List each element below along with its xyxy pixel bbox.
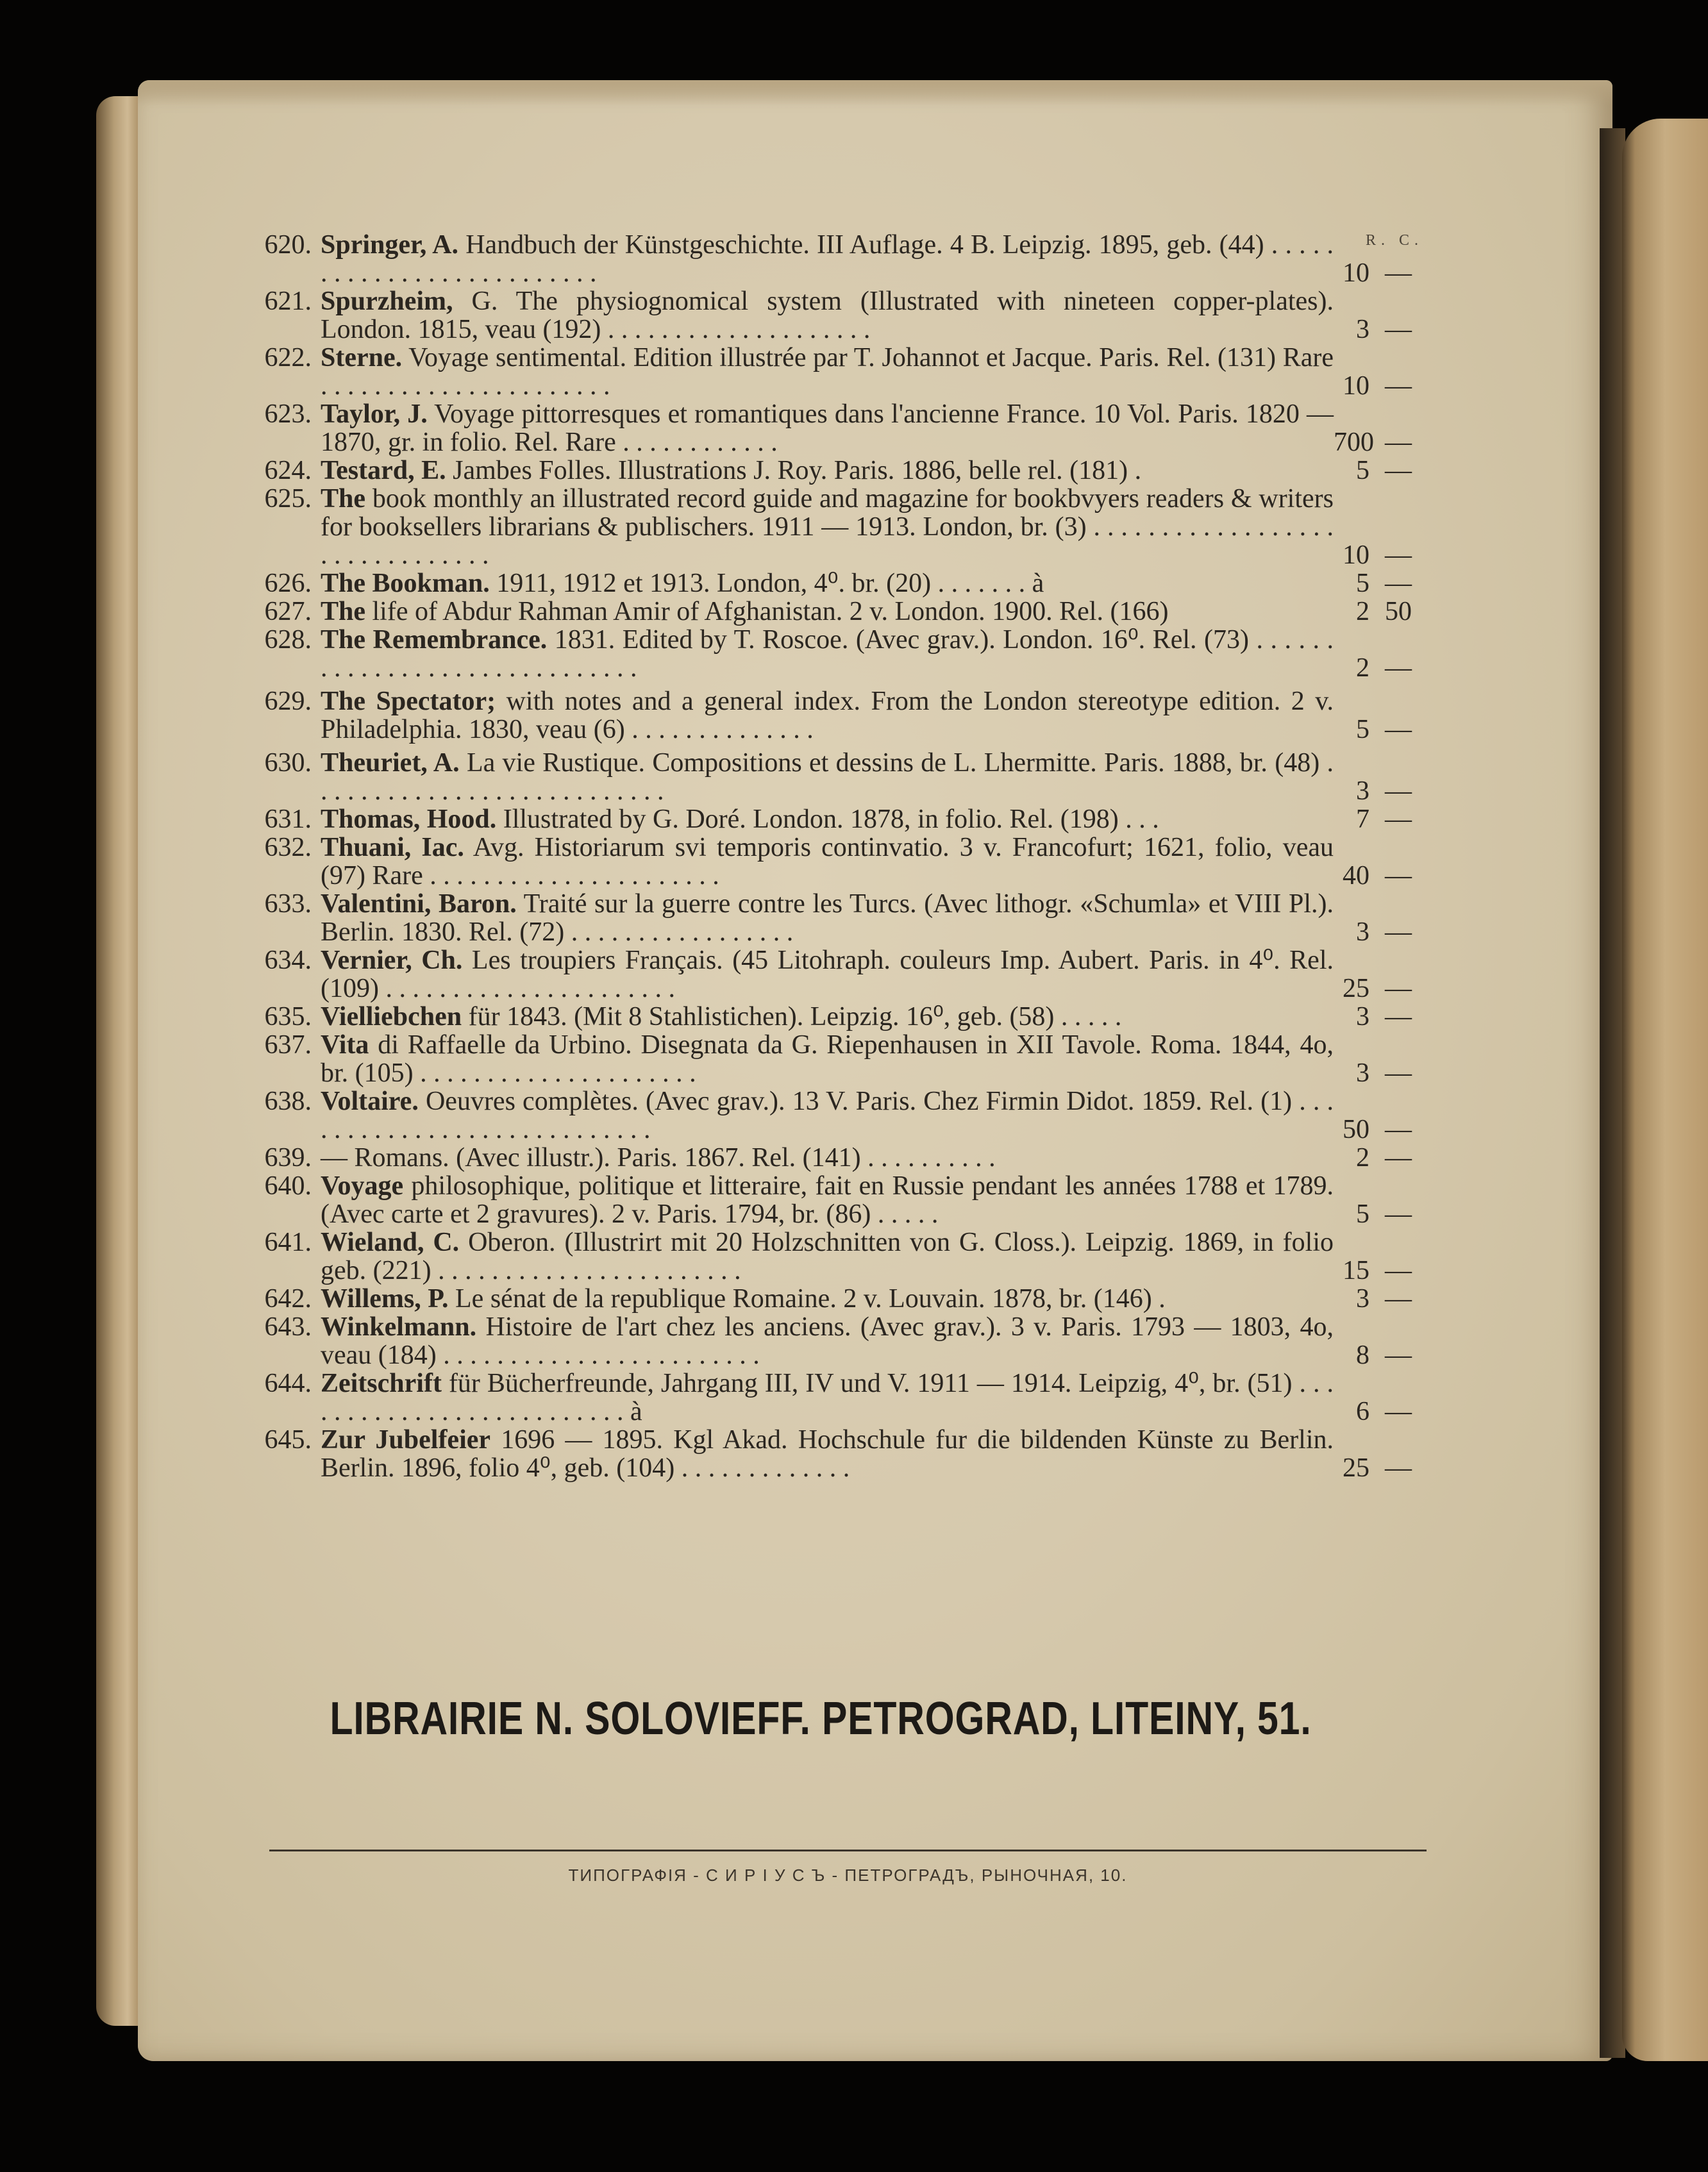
price-kopecks: — xyxy=(1385,1002,1412,1032)
entry-text: G. The physiognomical system (Illustrated with nineteen copper-plates). London. 1815, veau (192) . . . . . . . . . . . . . . . . . . . . xyxy=(321,287,1334,344)
price-rubles: 3 xyxy=(1356,315,1369,344)
price-rubles: 15 xyxy=(1343,1256,1369,1285)
entry-number: 624. xyxy=(264,456,312,485)
entry-number: 630. xyxy=(264,748,312,778)
entry-number: 631. xyxy=(264,805,312,834)
price-kopecks: — xyxy=(1385,1256,1412,1285)
entry-description xyxy=(321,400,1334,456)
book-spine-gap xyxy=(1600,128,1625,2058)
price-kopecks: — xyxy=(1385,1284,1412,1314)
entry-text: 1696 — 1895. Kgl Akad. Hochschule fur die bildenden Künste zu Berlin. Berlin. 1896, folio 4⁰, geb. (104) . . . . . . . . . . . . . xyxy=(321,1425,1334,1483)
catalog-entry xyxy=(256,569,1430,597)
entry-author: Spurzheim, xyxy=(321,287,453,316)
entry-author: Springer, A. xyxy=(321,230,459,260)
entry-description xyxy=(321,890,1334,946)
entry-author: Zeitschrift xyxy=(321,1369,442,1398)
price-kopecks: 50 xyxy=(1385,597,1412,626)
price-kopecks: — xyxy=(1385,653,1412,683)
catalog-entry xyxy=(256,1003,1430,1031)
catalog-entry xyxy=(256,1369,1430,1426)
entry-description xyxy=(321,687,1334,744)
price-rubles: 25 xyxy=(1343,1453,1369,1483)
entry-number: 642. xyxy=(264,1284,312,1314)
page-top-shadow xyxy=(138,80,1612,106)
entry-text: Avg. Historiarum svi temporis continvatio. 3 v. Francofurt; 1621, folio, veau (97) Rare . . . . . . . . . . . . . . . . . . . . . . xyxy=(321,833,1334,890)
entry-text: Oeuvres complètes. (Avec grav.). 13 V. Paris. Chez Firmin Didot. 1859. Rel. (1) . . . . . . . . . . . . . . . . . . . . . . . . . . . . xyxy=(321,1087,1334,1144)
entry-text: book monthly an illustrated record guide and magazine for bookbvyers readers & writers for booksellers librarians & publischers. 1911 — 1913. London, br. (3) . . . . . . . . . . . . . . . . . . . . . . . . . . . . . . . xyxy=(321,484,1334,570)
price-kopecks: — xyxy=(1385,917,1412,947)
entry-author: The Remembrance. xyxy=(321,625,548,655)
price-kopecks: — xyxy=(1385,569,1412,598)
entry-number: 633. xyxy=(264,889,312,919)
entry-number: 632. xyxy=(264,833,312,862)
entry-number: 644. xyxy=(264,1369,312,1398)
entry-number: 628. xyxy=(264,625,312,655)
entry-text: Histoire de l'art chez les anciens. (Avec grav.). 3 v. Paris. 1793 — 1803, 4o, veau (184) . . . . . . . . . . . . . . . . . . . . . . . . xyxy=(321,1312,1334,1370)
entry-text: Handbuch der Künstgeschichte. III Auflage. 4 B. Leipzig. 1895, geb. (44) . . . . . . . . . . . . . . . . . . . . . . . . . . xyxy=(321,230,1334,288)
price-kopecks: — xyxy=(1385,1143,1412,1173)
price-kopecks: — xyxy=(1385,1058,1412,1088)
printer-line: ТИПОГРАФІЯ - С И Р І У С Ъ - ПЕТРОГРАДЪ, РЫНОЧНАЯ, 10. xyxy=(568,1866,1128,1885)
facing-page-edge xyxy=(1622,119,1708,2061)
entry-text: Le sénat de la republique Romaine. 2 v. Louvain. 1878, br. (146) . xyxy=(448,1284,1166,1314)
entry-description xyxy=(321,569,1334,597)
entry-author: Valentini, Baron. xyxy=(321,889,517,919)
catalog-entry xyxy=(256,1228,1430,1285)
entry-author: The xyxy=(321,484,366,514)
catalog-entry xyxy=(256,456,1430,485)
entry-description xyxy=(321,287,1334,344)
entry-author: Vita xyxy=(321,1030,369,1060)
price-kopecks: — xyxy=(1385,1397,1412,1426)
entry-number: 640. xyxy=(264,1171,312,1201)
price-kopecks: — xyxy=(1385,1115,1412,1144)
price-column-header: R. C. xyxy=(1366,232,1424,249)
catalog-entry xyxy=(256,1087,1430,1144)
entry-number: 639. xyxy=(264,1143,312,1173)
entry-description xyxy=(321,626,1334,682)
price-kopecks: — xyxy=(1385,1199,1412,1229)
entry-author: Testard, E. xyxy=(321,456,446,485)
entry-number: 634. xyxy=(264,946,312,975)
catalog-entry xyxy=(256,597,1430,626)
entry-text: Traité sur la guerre contre les Turcs. (Avec lithogr. «Schumla» et VIII Pl.). Berlin. 1830. Rel. (72) . . . . . . . . . . . . . . . . . xyxy=(321,889,1334,947)
entry-description xyxy=(321,597,1334,626)
price-kopecks: — xyxy=(1385,974,1412,1003)
catalog-entry xyxy=(256,231,1430,287)
entry-number: 645. xyxy=(264,1425,312,1455)
entry-author: Sterne. xyxy=(321,343,403,372)
entry-description xyxy=(321,805,1334,833)
entry-author: The Spectator; xyxy=(321,687,496,716)
entry-number: 638. xyxy=(264,1087,312,1116)
catalog-entry xyxy=(256,400,1430,456)
entry-author: Vernier, Ch. xyxy=(321,946,463,975)
catalog-entry xyxy=(256,1144,1430,1172)
price-rubles: 2 xyxy=(1356,1143,1369,1173)
entry-text: di Raffaelle da Urbino. Disegnata da G. Riepenhausen in XII Tavole. Roma. 1844, 4o, br. (105) . . . . . . . . . . . . . . . . . . . . . xyxy=(321,1030,1334,1088)
entry-number: 620. xyxy=(264,230,312,260)
price-kopecks: — xyxy=(1385,805,1412,834)
price-rubles: 10 xyxy=(1343,540,1369,570)
entry-description xyxy=(321,1172,1334,1228)
entry-author: Willems, P. xyxy=(321,1284,449,1314)
entry-author: Taylor, J. xyxy=(321,399,428,429)
entry-description xyxy=(321,1087,1334,1144)
entry-text: — Romans. (Avec illustr.). Paris. 1867. Rel. (141) . . . . . . . . . . xyxy=(321,1143,996,1173)
entry-description xyxy=(321,1228,1334,1285)
entry-description xyxy=(321,946,1334,1003)
price-rubles: 2 xyxy=(1356,653,1369,683)
entry-author: Vielliebchen xyxy=(321,1002,462,1032)
price-rubles: 10 xyxy=(1343,258,1369,288)
entry-number: 643. xyxy=(264,1312,312,1342)
price-rubles: 700 xyxy=(1334,428,1374,457)
catalog-entry xyxy=(256,485,1430,569)
entry-author: Thuani, Iac. xyxy=(321,833,464,862)
price-rubles: 5 xyxy=(1356,1199,1369,1229)
entry-description xyxy=(321,1031,1334,1087)
price-rubles: 3 xyxy=(1356,917,1369,947)
entry-text: La vie Rustique. Compositions et dessins de L. Lhermitte. Paris. 1888, br. (48) . . . . . . . . . . . . . . . . . . . . . . . . . . . xyxy=(321,748,1334,806)
entry-text: für Bücherfreunde, Jahrgang III, IV und V. 1911 — 1914. Leipzig, 4⁰, br. (51) . . . . . . . . . . . . . . . . . . . . . . . . . . à xyxy=(321,1369,1334,1426)
price-kopecks: — xyxy=(1385,715,1412,744)
entry-number: 641. xyxy=(264,1228,312,1257)
footer-rule xyxy=(269,1850,1427,1851)
entry-description xyxy=(321,485,1334,569)
entry-author: Winkelmann. xyxy=(321,1312,477,1342)
price-rubles: 3 xyxy=(1356,1058,1369,1088)
catalog-entry xyxy=(256,344,1430,400)
book-page-stack xyxy=(96,96,141,2026)
entry-text: für 1843. (Mit 8 Stahlistichen). Leipzig. 16⁰, geb. (58) . . . . . xyxy=(462,1002,1122,1032)
price-kopecks: — xyxy=(1385,776,1412,806)
entry-text: philosophique, politique et litteraire, fait en Russie pendant les années 1788 et 1789. (Avec carte et 2 gravures). 2 v. Paris. 1794, br. (86) . . . . . xyxy=(321,1171,1334,1229)
price-rubles: 2 xyxy=(1356,597,1369,626)
price-kopecks: — xyxy=(1385,861,1412,890)
entry-number: 635. xyxy=(264,1002,312,1032)
catalog-entry xyxy=(256,287,1430,344)
catalog-entry xyxy=(256,749,1430,805)
price-kopecks: — xyxy=(1385,456,1412,485)
entry-description xyxy=(321,456,1334,485)
entry-number: 621. xyxy=(264,287,312,316)
price-kopecks: — xyxy=(1385,371,1412,401)
entry-text: with notes and a general index. From the London stereotype edition. 2 v. Philadelphia. 1830, veau (6) . . . . . . . . . . . . . . xyxy=(321,687,1334,744)
entry-text: Voyage sentimental. Edition illustrée par T. Johannot et Jacque. Paris. Rel. (131) Rare . . . . . . . . . . . . . . . . . . . . . . xyxy=(321,343,1334,401)
entry-text: 1911, 1912 et 1913. London, 4⁰. br. (20) . . . . . . . à xyxy=(489,569,1044,598)
entry-description xyxy=(321,1369,1334,1426)
entry-description xyxy=(321,1003,1334,1031)
price-rubles: 7 xyxy=(1356,805,1369,834)
entry-text: 1831. Edited by T. Roscoe. (Avec grav.). London. 16⁰. Rel. (73) . . . . . . . . . . . . . . . . . . . . . . . . . . . . . . xyxy=(321,625,1334,683)
entry-description xyxy=(321,1285,1334,1313)
price-rubles: 40 xyxy=(1343,861,1369,890)
entry-author: Zur Jubelfeier xyxy=(321,1425,491,1455)
price-rubles: 10 xyxy=(1343,371,1369,401)
entry-author: Voyage xyxy=(321,1171,404,1201)
price-kopecks: — xyxy=(1385,1341,1412,1370)
entry-description xyxy=(321,1313,1334,1369)
price-rubles: 6 xyxy=(1356,1397,1369,1426)
price-kopecks: — xyxy=(1385,258,1412,288)
price-kopecks: — xyxy=(1385,540,1412,570)
price-kopecks: — xyxy=(1385,428,1412,457)
catalog-entry xyxy=(256,1285,1430,1313)
entry-author: Voltaire. xyxy=(321,1087,419,1116)
entry-description xyxy=(321,833,1334,890)
price-rubles: 5 xyxy=(1356,456,1369,485)
entry-author: The Bookman. xyxy=(321,569,490,598)
entry-author: Theuriet, A. xyxy=(321,748,460,778)
entry-description xyxy=(321,344,1334,400)
entry-author: Thomas, Hood. xyxy=(321,805,497,834)
entry-text: life of Abdur Rahman Amir of Afghanistan. 2 v. London. 1900. Rel. (166) xyxy=(365,597,1169,626)
catalog-entry xyxy=(256,1313,1430,1369)
entry-description xyxy=(321,1426,1334,1482)
entry-description xyxy=(321,1144,1334,1172)
price-rubles: 8 xyxy=(1356,1341,1369,1370)
catalog-entries xyxy=(256,231,1430,1482)
entry-description xyxy=(321,231,1334,287)
entry-number: 625. xyxy=(264,484,312,514)
catalog-entry xyxy=(256,1031,1430,1087)
catalog-entry xyxy=(256,1426,1430,1482)
entry-number: 626. xyxy=(264,569,312,598)
catalog-entry xyxy=(256,805,1430,833)
price-rubles: 25 xyxy=(1343,974,1369,1003)
price-rubles: 50 xyxy=(1343,1115,1369,1144)
entry-text: Les troupiers Français. (45 Litohraph. couleurs Imp. Aubert. Paris. in 4⁰. Rel. (109) . . . . . . . . . . . . . . . . . . . . . . xyxy=(321,946,1334,1003)
price-rubles: 3 xyxy=(1356,1002,1369,1032)
catalog-entry xyxy=(256,890,1430,946)
entry-author: Wieland, C. xyxy=(321,1228,460,1257)
entry-number: 637. xyxy=(264,1030,312,1060)
entry-text: Illustrated by G. Doré. London. 1878, in folio. Rel. (198) . . . xyxy=(496,805,1159,834)
price-rubles: 3 xyxy=(1356,776,1369,806)
entry-author: The xyxy=(321,597,366,626)
price-kopecks: — xyxy=(1385,1453,1412,1483)
publisher-imprint: LIBRAIRIE N. SOLOVIEFF. PETROGRAD, LITEINY, 51. xyxy=(330,1693,1312,1744)
price-rubles: 3 xyxy=(1356,1284,1369,1314)
entry-text: Voyage pittorresques et romantiques dans l'ancienne France. 10 Vol. Paris. 1820 — 1870, gr. in folio. Rel. Rare . . . . . . . . . . . . xyxy=(321,399,1334,457)
catalog-entry xyxy=(256,946,1430,1003)
catalog-entry xyxy=(256,1172,1430,1228)
catalog-entry xyxy=(256,687,1430,744)
entry-number: 623. xyxy=(264,399,312,429)
catalog-entry xyxy=(256,833,1430,890)
price-kopecks: — xyxy=(1385,315,1412,344)
entry-number: 627. xyxy=(264,597,312,626)
entry-text: Oberon. (Illustrirt mit 20 Holzschnitten von G. Closs.). Leipzig. 1869, in folio geb. (221) . . . . . . . . . . . . . . . . . . . . . . . xyxy=(321,1228,1334,1285)
entry-number: 629. xyxy=(264,687,312,716)
entry-text: Jambes Folles. Illustrations J. Roy. Paris. 1886, belle rel. (181) . xyxy=(446,456,1142,485)
catalog-entry xyxy=(256,626,1430,682)
entry-number: 622. xyxy=(264,343,312,372)
entry-description xyxy=(321,749,1334,805)
price-rubles: 5 xyxy=(1356,715,1369,744)
price-rubles: 5 xyxy=(1356,569,1369,598)
